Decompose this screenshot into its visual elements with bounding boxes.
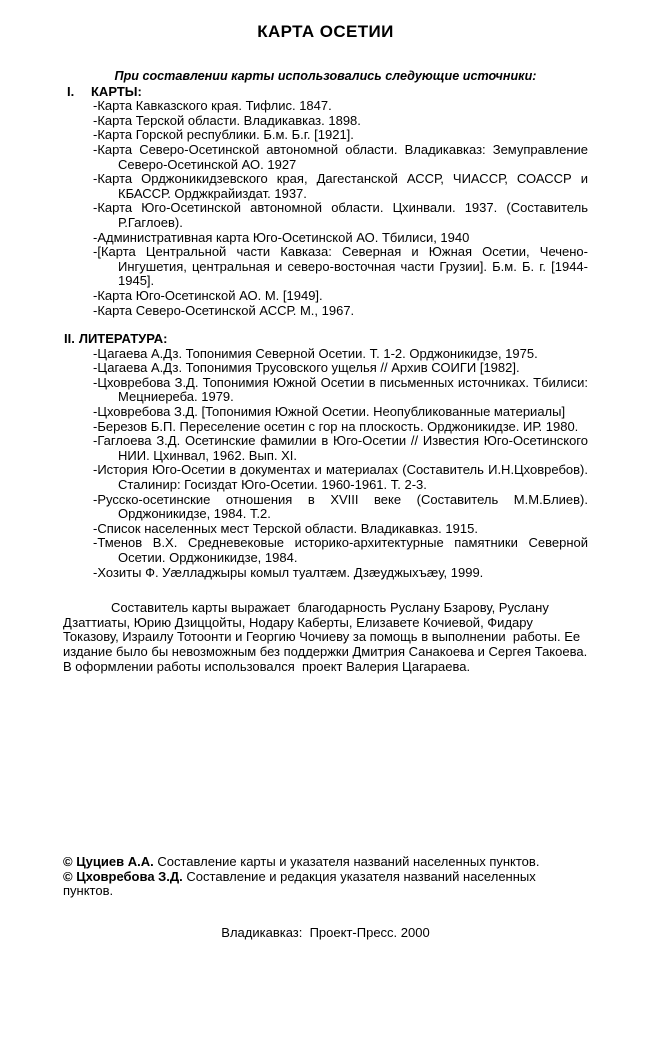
section-numeral: II. (64, 331, 75, 347)
section-divider-space (63, 318, 588, 331)
copyright-holder: © Цуциев А.А. (63, 854, 154, 870)
list-item: -Карта Северо-Осетинской АССР. М., 1967. (93, 302, 355, 318)
list-item: -Список населенных мест Терской области. Владикавказ. 1915. (93, 520, 478, 536)
section-heading-maps (63, 85, 588, 100)
copyright-text: Составление и редакция указателя названий населенных пунктов. (63, 868, 536, 899)
copyright-block (63, 855, 571, 899)
copyright-line (63, 870, 571, 899)
section-maps-list (63, 99, 588, 318)
page-title: КАРТА ОСЕТИИ (257, 22, 394, 41)
section-heading-literature (63, 332, 588, 347)
list-item: -Цховребова З.Д. [Топонимия Южной Осетии. Неопубликованные материалы] (93, 404, 566, 420)
list-item: -Карта Кавказского края. Тифлис. 1847. (93, 98, 332, 114)
section-label: ЛИТЕРАТУРА: (78, 331, 168, 347)
list-item: -История Юго-Осетии в документах и материалах (Составитель И.Н.Цховребов). Сталинир: Госиздат Юго-Осетии. 1960-1961. Т. 2-3. (93, 462, 588, 493)
acknowledgment-paragraph: Составитель карты выражает благодарность Руслану Бзарову, Руслану Дзаттиаты, Юрию Дзиццойты, Нодару Каберты, Елизавете Кочиевой, Фидару Токазову, Израилу Тотоонти и Георгию Чочиеву за помощь в выполнении работы. Ее издание было бы невозможным без поддержки Дмитрия Санакоева и Сергея Такоева. В оформлении работы использовался проект Валерия Цагараева. (63, 600, 591, 674)
list-item: -Гаглоева З.Д. Осетинские фамилии в Юго-Осетии // Известия Юго-Осетинского НИИ. Цхинвал, 1962. Вып. XI. (93, 433, 588, 463)
list-item: -Карта Орджоникидзевского края, Дагестанской АССР, ЧИАССР, СОАССР и КБАССР. Орджкрайиздат. 1937. (93, 171, 588, 201)
list-item: -Карта Северо-Осетинской автономной области. Владикавказ: Земуправление Северо-Осетинской АО. 1927 (93, 141, 588, 172)
list-item: -Тменов В.Х. Средневековые историко-архитектурные памятники Северной Осетии. Орджоникидзе, 1984. (93, 535, 588, 565)
list-item: -Цагаева А.Дз. Топонимия Трусовского ущелья // Архив СОИГИ [1982]. (93, 360, 520, 376)
list-item: -Русско-осетинские отношения в XVIII веке (Составитель М.М.Блиев). Орджоникидзе, 1984. Т.2. (93, 491, 588, 522)
list-item: -Карта Юго-Осетинской автономной области. Цхинвали. 1937. (Составитель Р.Гаглоев). (93, 200, 588, 230)
list-item: -Хозиты Ф. Уæлладжыры комыл туалтæм. Дзæуджыхъæу, 1999. (93, 564, 484, 580)
section-literature-list (63, 347, 588, 581)
section-numeral: I. (67, 83, 75, 99)
list-item: -Административная карта Юго-Осетинской АО. Тбилиси, 1940 (93, 229, 470, 245)
list-item: -Карта Горской республики. Б.м. Б.г. [1921]. (93, 127, 354, 143)
copyright-line (63, 855, 571, 870)
intro-line: При составлении карты использовались следующие источники: (114, 69, 537, 83)
list-item: -Карта Юго-Осетинской АО. М. [1949]. (93, 287, 323, 303)
list-item: -Цховребова З.Д. Топонимия Южной Осетии в письменных источниках. Тбилиси: Мецниереба. 1979. (93, 374, 588, 405)
section-label: КАРТЫ: (91, 83, 142, 99)
list-item: -[Карта Центральной части Кавказа: Северная и Южная Осетии, Чечено-Ингушетия, центральная и северо-восточная части Грузии]. Б.м. Б. г. [1944-1945]. (93, 244, 588, 289)
list-item: -Карта Терской области. Владикавказ. 1898. (93, 112, 361, 128)
copyright-holder: © Цховребова З.Д. (63, 868, 183, 884)
imprint-line: Владикавказ: Проект-Пресс. 2000 (221, 924, 430, 940)
list-item: -Березов Б.П. Переселение осетин с гор на плоскость. Орджоникидзе. ИР. 1980. (93, 418, 579, 434)
list-item: -Цагаева А.Дз. Топонимия Северной Осетии. Т. 1-2. Орджоникидзе, 1975. (93, 345, 538, 361)
copyright-text: Составление карты и указателя названий населенных пунктов. (157, 854, 540, 870)
